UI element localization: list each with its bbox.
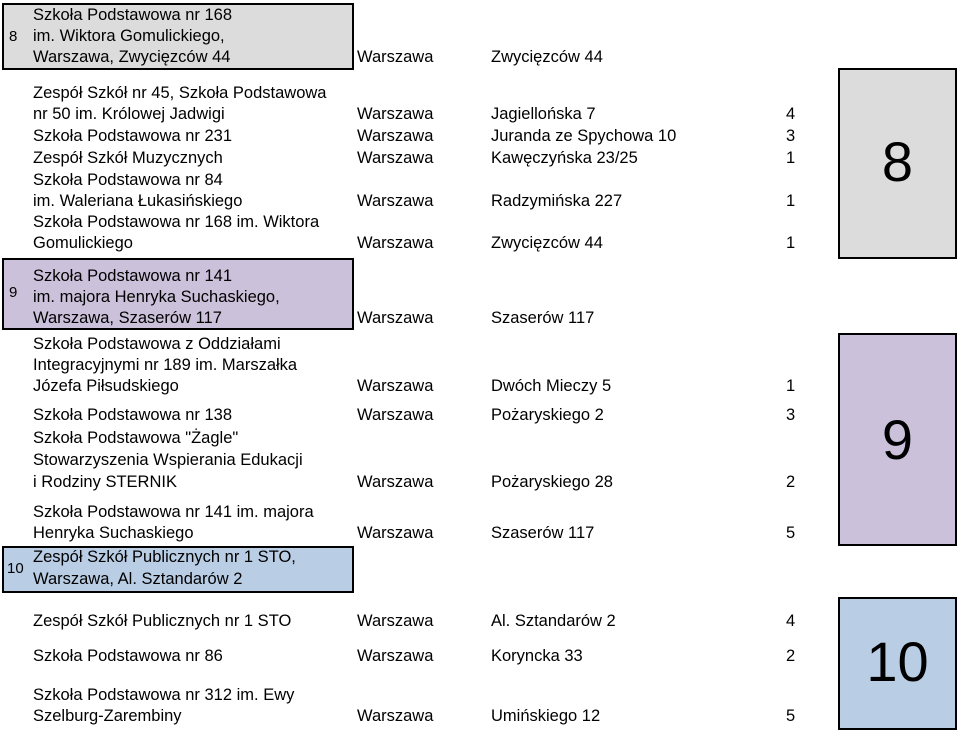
school-city: Warszawa (357, 127, 434, 145)
school-name: im. Waleriana Łukasińskiego (33, 192, 243, 210)
school-name: Szkoła Podstawowa nr 168 im. Wiktora (33, 213, 320, 231)
school-street: Dwóch Mieczy 5 (491, 377, 612, 395)
school-name: Szkoła Podstawowa "Żagle" (33, 429, 239, 447)
school-city: Warszawa (357, 473, 434, 491)
school-street: Zwycięzców 44 (491, 234, 603, 252)
school-city: Warszawa (357, 707, 434, 725)
school-count: 4 (786, 612, 796, 630)
group-8-big-number: 8 (838, 68, 957, 259)
school-name: Zespół Szkół Publicznych nr 1 STO (33, 612, 292, 630)
school-count: 2 (786, 473, 796, 491)
school-count: 5 (786, 524, 796, 542)
group-10-number: 10 (7, 560, 24, 577)
school-name: Zespół Szkół nr 45, Szkoła Podstawowa (33, 84, 327, 102)
school-name: Szkoła Podstawowa nr 312 im. Ewy (33, 686, 295, 704)
school-name: Szkoła Podstawowa z Oddziałami (33, 335, 281, 353)
school-name: Szkoła Podstawowa nr 84 (33, 171, 223, 189)
school-count: 3 (786, 406, 796, 424)
school-city: Warszawa (357, 192, 434, 210)
school-name: nr 50 im. Królowej Jadwigi (33, 105, 225, 123)
school-name: Szkoła Podstawowa nr 86 (33, 647, 223, 665)
school-city: Warszawa (357, 612, 434, 630)
school-city: Warszawa (357, 524, 434, 542)
school-city: Warszawa (357, 647, 434, 665)
school-street: Radzymińska 227 (491, 192, 623, 210)
group-9-header-line-1: Szkoła Podstawowa nr 141 (33, 267, 233, 285)
school-count: 1 (786, 377, 796, 395)
group-8-header-city: Warszawa (357, 48, 434, 66)
group-9-big-number: 9 (838, 333, 957, 546)
group-9-header-line-2: im. majora Henryka Suchaskiego, (33, 288, 280, 306)
school-name: Henryka Suchaskiego (33, 524, 194, 542)
school-count: 1 (786, 149, 796, 167)
school-name: Zespół Szkół Muzycznych (33, 149, 223, 167)
group-10-header-line-2: Warszawa, Al. Sztandarów 2 (33, 570, 243, 588)
group-8-header-line-1: Szkoła Podstawowa nr 168 (33, 6, 233, 24)
school-name: Szkoła Podstawowa nr 231 (33, 127, 233, 145)
group-8-number: 8 (9, 28, 18, 45)
group-9-number: 9 (9, 284, 18, 301)
school-street: Pożaryskiego 2 (491, 406, 604, 424)
school-street: Juranda ze Spychowa 10 (491, 127, 677, 145)
school-count: 2 (786, 647, 796, 665)
group-10-header-line-1: Zespół Szkół Publicznych nr 1 STO, (33, 548, 296, 566)
school-count: 3 (786, 127, 796, 145)
group-9-header-city: Warszawa (357, 309, 434, 327)
school-city: Warszawa (357, 105, 434, 123)
group-10-big-number: 10 (838, 597, 957, 730)
school-street: Al. Sztandarów 2 (491, 612, 616, 630)
school-city: Warszawa (357, 377, 434, 395)
school-name: Szelburg-Zarembiny (33, 707, 182, 725)
school-street: Jagiellońska 7 (491, 105, 596, 123)
school-city: Warszawa (357, 406, 434, 424)
group-9-header-line-3: Warszawa, Szaserów 117 (33, 309, 222, 327)
group-8-header-street: Zwycięzców 44 (491, 48, 603, 66)
school-name: Integracyjnymi nr 189 im. Marszałka (33, 356, 298, 374)
school-name: Józefa Piłsudskiego (33, 377, 179, 395)
school-street: Szaserów 117 (491, 524, 595, 542)
school-count: 4 (786, 105, 796, 123)
school-street: Koryncka 33 (491, 647, 583, 665)
school-count: 1 (786, 234, 796, 252)
school-count: 1 (786, 192, 796, 210)
group-8-header-line-3: Warszawa, Zwycięzców 44 (33, 48, 231, 66)
group-9-header-street: Szaserów 117 (491, 309, 595, 327)
school-city: Warszawa (357, 234, 434, 252)
school-street: Pożaryskiego 28 (491, 473, 613, 491)
group-8-header-line-2: im. Wiktora Gomulickiego, (33, 27, 225, 45)
school-street: Umińskiego 12 (491, 707, 601, 725)
school-street: Kawęczyńska 23/25 (491, 149, 638, 167)
school-count: 5 (786, 707, 796, 725)
school-name: Stowarzyszenia Wspierania Edukacji (33, 451, 303, 469)
school-name: i Rodziny STERNIK (33, 473, 177, 491)
school-city: Warszawa (357, 149, 434, 167)
school-name: Szkoła Podstawowa nr 138 (33, 406, 233, 424)
school-name: Szkoła Podstawowa nr 141 im. majora (33, 503, 314, 521)
school-name: Gomulickiego (33, 234, 133, 252)
